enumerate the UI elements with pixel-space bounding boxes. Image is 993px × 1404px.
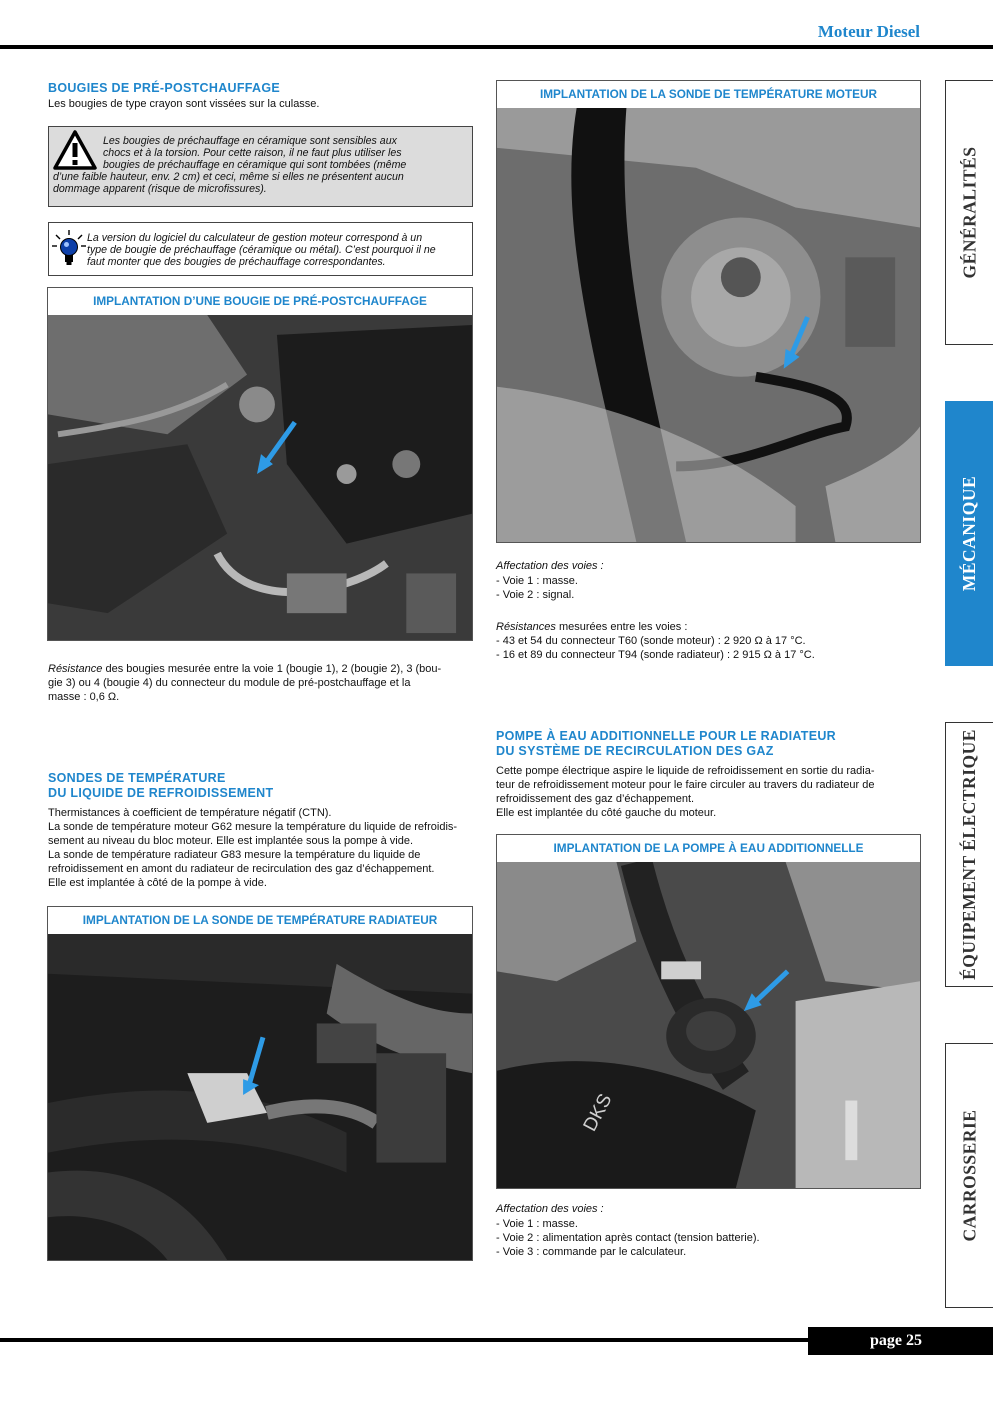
tip-text: La version du logiciel du calculateur de gestion moteur correspond à un type de bougie de préchauffage (céramique ou métal). C’est pourquoi il ne faut monter que des bougies de préchauffage correspondantes.: [87, 232, 436, 268]
figure-caption: IMPLANTATION DE LA POMPE À EAU ADDITIONNELLE: [553, 841, 864, 855]
section-title-bougies: BOUGIES DE PRÉ-POSTCHAUFFAGE: [48, 81, 281, 95]
page-number: page 25: [808, 1327, 993, 1355]
hose-print-text: DKS: [579, 1090, 617, 1135]
sondes-body: Thermistances à coefficient de température négatif (CTN). La sonde de température moteur G62 mesure la température du liquide de refroidis- sement au niveau du bloc moteur. Elle est implantée sous la pompe à vide. La sonde de température radiateur G83 mesure la température du liquide de refroidissement en amont du radiateur de recirculation des gaz d’échappement. Elle est implantée à côté de la pompe à vide.: [48, 807, 458, 889]
warning-box: [48, 126, 473, 207]
figure-sonde-radiateur: [47, 906, 473, 1261]
section-title-pompe: POMPE À EAU ADDITIONNELLE POUR LE RADIATEUR DU SYSTÈME DE RECIRCULATION DES GAZ: [496, 729, 836, 758]
figure-caption: IMPLANTATION DE LA SONDE DE TEMPÉRATURE MOTEUR: [539, 87, 878, 101]
pompe-affectation: - Voie 1 : masse. - Voie 2 : alimentation après contact (tension batterie). - Voie 3 : commande par le calculateur.: [496, 1218, 760, 1258]
tab-equipement-electrique[interactable]: ÉQUIPEMENT ÉLECTRIQUE: [945, 722, 993, 987]
sonde-moteur-affectation-title: Affectation des voies :: [496, 560, 604, 572]
tab-carrosserie[interactable]: CARROSSERIE: [945, 1043, 993, 1308]
tip-box: [48, 222, 473, 276]
figure-pompe: [496, 834, 921, 1189]
bougies-intro: Les bougies de type crayon sont vissées sur la culasse.: [48, 98, 320, 110]
lightbulb-icon: [52, 229, 86, 269]
page-header-title: Moteur Diesel: [817, 22, 920, 41]
engine-photo-sonde-moteur: [497, 108, 920, 542]
figure-sonde-moteur: [496, 80, 921, 543]
sonde-moteur-affectation: - Voie 1 : masse. - Voie 2 : signal.: [496, 575, 578, 601]
header-rule: [0, 45, 993, 49]
section-title-sondes: SONDES DE TEMPÉRATURE DU LIQUIDE DE REFROIDISSEMENT: [48, 771, 274, 800]
engine-photo-sonde-radiateur: [48, 934, 472, 1260]
bougies-resistance: Résistance des bougies mesurée entre la voie 1 (bougie 1), 2 (bougie 2), 3 (bou- gie 3) ou 4 (bougie 4) du connecteur du module de pré-postchauffage et la masse : 0,6 Ω.: [48, 663, 442, 703]
warning-text: Les bougies de préchauffage en céramique sont sensibles aux chocs et à la torsion. Pour cette raison, il ne faut plus utiliser les bougies de préchauffage en céramique qui sont tombées (même d’une faible hauteur, env. 2 cm) et ceci, même si elles ne présentent aucun dommage apparent (risque de microfissures).: [53, 135, 407, 195]
footer-rule: [0, 1338, 808, 1342]
figure-bougie: [47, 287, 473, 641]
figure-caption: IMPLANTATION D’UNE BOUGIE DE PRÉ-POSTCHAUFFAGE: [93, 294, 427, 308]
pompe-body: Cette pompe électrique aspire le liquide de refroidissement en sortie du radia- teur de refroidissement moteur pour le faire circuler au travers du radiateur de refroidissement des gaz d’échappement. Elle est implantée du côté gauche du moteur.: [496, 765, 875, 819]
pompe-affectation-title: Affectation des voies :: [496, 1203, 604, 1215]
tab-generalites[interactable]: GÉNÉRALITÉS: [945, 80, 993, 345]
sonde-moteur-resistances: Résistances mesurées entre les voies : - 43 et 54 du connecteur T60 (sonde moteur) : 2 920 Ω à 17 °C. - 16 et 89 du connecteur T94 (sonde radiateur) : 2 915 Ω à 17 °C.: [496, 621, 815, 661]
engine-photo-pompe: [497, 862, 920, 1188]
tab-mecanique[interactable]: MÉCANIQUE: [945, 401, 993, 666]
figure-caption: IMPLANTATION DE LA SONDE DE TEMPÉRATURE RADIATEUR: [82, 913, 438, 927]
engine-photo-bougie: [48, 315, 472, 640]
